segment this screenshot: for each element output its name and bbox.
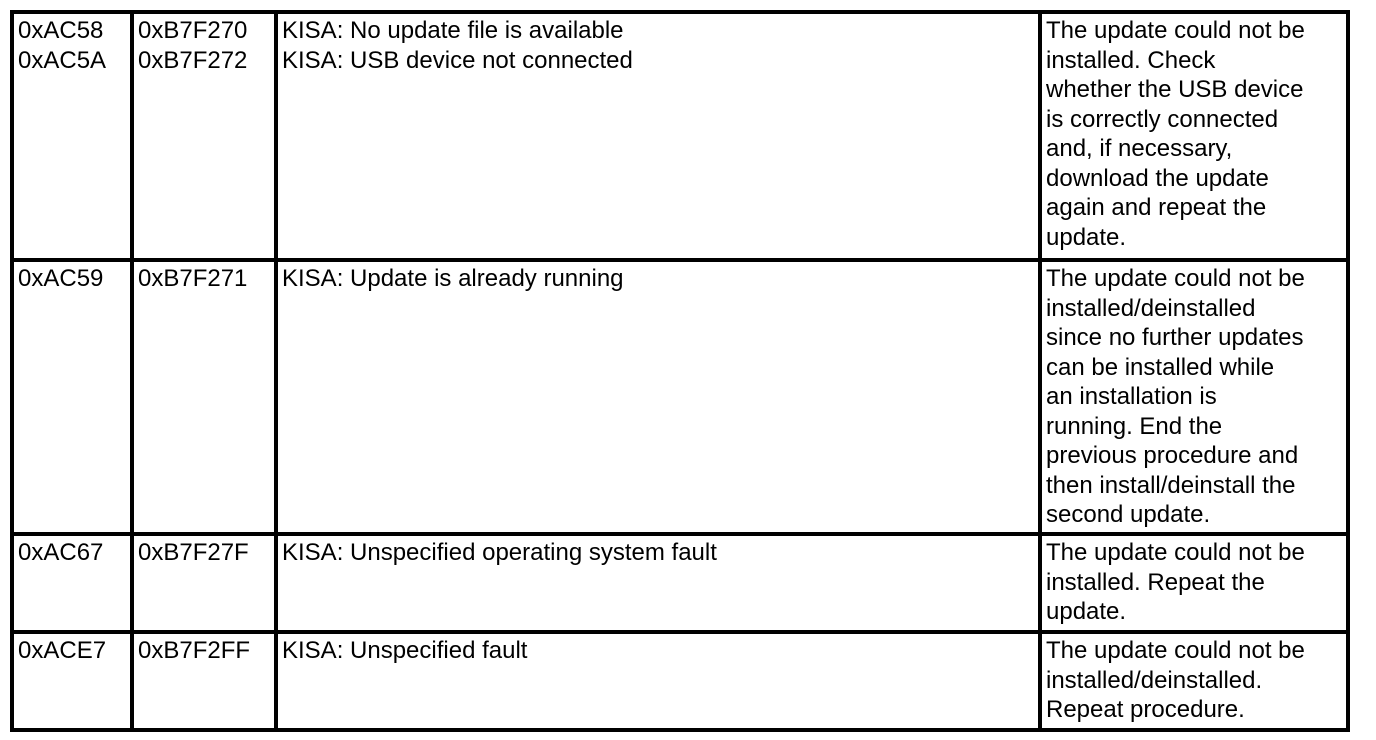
- remedy-text-line: installed. Check: [1046, 46, 1216, 74]
- error-message: KISA: No update file is available: [282, 17, 624, 44]
- error-code: 0xAC59: [18, 265, 104, 292]
- address-cell: [132, 260, 276, 534]
- remedy-text-line: installed. Repeat the: [1046, 568, 1265, 596]
- error-message: KISA: Update is already running: [282, 265, 624, 292]
- remedy-cell: [1040, 534, 1348, 632]
- error-address: 0xB7F27F: [138, 539, 249, 566]
- remedy-text-line: update.: [1046, 598, 1127, 625]
- remedy-text-line: previous procedure and: [1046, 442, 1299, 469]
- remedy-text-line: second update.: [1046, 501, 1211, 528]
- remedy-text-line: The update could not be: [1046, 17, 1305, 44]
- remedy-cell: [1040, 260, 1348, 534]
- table-row: [12, 632, 1348, 730]
- message-cell: [276, 632, 1040, 730]
- table-row: [12, 12, 1348, 260]
- message-cell: [276, 12, 1040, 260]
- error-code-table: [10, 10, 1350, 732]
- address-cell: [132, 632, 276, 730]
- error-address: 0xB7F270: [138, 17, 248, 44]
- message-cell: [276, 260, 1040, 534]
- error-code-cell: [12, 12, 132, 260]
- remedy-text-line: can be installed while: [1046, 353, 1275, 381]
- remedy-text-line: installed/deinstalled.: [1046, 666, 1263, 694]
- table-row: [12, 534, 1348, 632]
- error-message: KISA: USB device not connected: [282, 46, 633, 74]
- remedy-text-line: The update could not be: [1046, 265, 1305, 292]
- error-code-cell: [12, 534, 132, 632]
- error-address: 0xB7F272: [138, 46, 248, 74]
- message-cell: [276, 534, 1040, 632]
- remedy-text-line: since no further updates: [1046, 324, 1304, 351]
- remedy-text-line: The update could not be: [1046, 637, 1305, 664]
- table-row: [12, 260, 1348, 534]
- remedy-text-line: an installation is: [1046, 383, 1217, 410]
- error-code: 0xAC5A: [18, 46, 107, 74]
- remedy-text-line: running. End the: [1046, 412, 1223, 440]
- remedy-cell: [1040, 12, 1348, 260]
- error-code-cell: [12, 260, 132, 534]
- error-message: KISA: Unspecified fault: [282, 637, 528, 664]
- remedy-text-line: whether the USB device: [1046, 76, 1304, 103]
- remedy-text-line: is correctly connected: [1046, 105, 1279, 133]
- error-code: 0xACE7: [18, 637, 107, 664]
- remedy-cell: [1040, 632, 1348, 730]
- remedy-text-line: The update could not be: [1046, 539, 1305, 566]
- error-address: 0xB7F271: [138, 265, 248, 292]
- error-address: 0xB7F2FF: [138, 637, 251, 664]
- remedy-text-line: then install/deinstall the: [1046, 471, 1296, 499]
- remedy-text-line: Repeat procedure.: [1046, 696, 1245, 723]
- address-cell: [132, 12, 276, 260]
- remedy-text-line: download the update: [1046, 164, 1269, 192]
- error-message: KISA: Unspecified operating system fault: [282, 539, 717, 566]
- remedy-text-line: update.: [1046, 223, 1127, 251]
- remedy-text-line: installed/deinstalled: [1046, 294, 1256, 322]
- address-cell: [132, 534, 276, 632]
- error-code: 0xAC58: [18, 17, 104, 44]
- error-code: 0xAC67: [18, 539, 104, 566]
- remedy-text-line: and, if necessary,: [1046, 135, 1233, 162]
- remedy-text-line: again and repeat the: [1046, 194, 1267, 221]
- error-code-cell: [12, 632, 132, 730]
